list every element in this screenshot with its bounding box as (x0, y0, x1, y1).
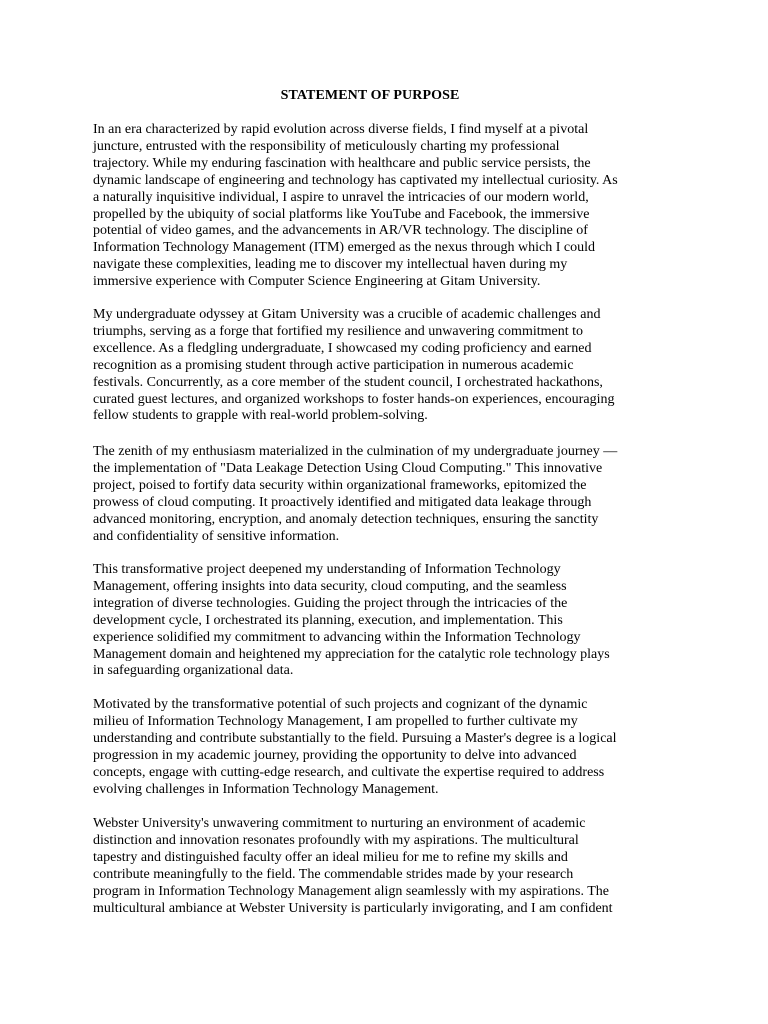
paragraph-line: The zenith of my enthusiasm materialized in the culmination of my undergraduate journey — (93, 444, 618, 459)
paragraph-line: understanding and contribute substantially to the field. Pursuing a Master's degree is a logical (93, 730, 617, 746)
paragraph-line: the implementation of "Data Leakage Detection Using Cloud Computing." This innovative (93, 460, 603, 476)
paragraph-line: My undergraduate odyssey at Gitam University was a crucible of academic challenges and (93, 307, 601, 322)
paragraph-undergraduate (93, 307, 683, 425)
paragraph-line: propelled by the ubiquity of social platforms like YouTube and Facebook, the immersive (93, 206, 590, 222)
paragraph-line: In an era characterized by rapid evolution across diverse fields, I find myself at a pivotal (93, 122, 589, 137)
paragraph-line: potential of video games, and the advancements in AR/VR technology. The discipline of (93, 223, 588, 239)
paragraph-line: concepts, engage with cutting-edge research, and cultivate the expertise required to address (93, 764, 605, 780)
paragraph-transformative (93, 562, 683, 680)
paragraph-line: navigate these complexities, leading me to discover my intellectual haven during my (93, 257, 568, 273)
paragraph-line: recognition as a promising student through active participation in numerous academic (93, 357, 574, 373)
paragraph-line: fellow students to grapple with real-world problem-solving. (93, 408, 428, 424)
paragraph-line: Webster University's unwavering commitment to nurturing an environment of academic (93, 816, 586, 831)
paragraph-line: prowess of cloud computing. It proactively identified and mitigated data leakage through (93, 494, 592, 510)
paragraph-line: trajectory. While my enduring fascination with healthcare and public service persists, the (93, 155, 591, 171)
paragraph-line: juncture, entrusted with the responsibility of meticulously charting my professional (93, 138, 560, 154)
paragraph-line: dynamic landscape of engineering and technology has captivated my intellectual curiosity. As (93, 172, 618, 188)
paragraph-line: contribute meaningfully to the field. The commendable strides made by your research (93, 866, 574, 882)
paragraph-line: progression in my academic journey, providing the opportunity to delve into advanced (93, 747, 577, 763)
paragraph-intro (93, 122, 683, 291)
paragraph-line: advanced monitoring, encryption, and anomaly detection techniques, ensuring the sanctity (93, 511, 599, 527)
paragraph-line: excellence. As a fledgling undergraduate, I showcased my coding proficiency and earned (93, 340, 592, 356)
paragraph-line: development cycle, I orchestrated its planning, execution, and implementation. This (93, 612, 563, 628)
paragraph-line: triumphs, serving as a forge that fortified my resilience and unwavering commitment to (93, 323, 583, 339)
paragraph-line: in safeguarding organizational data. (93, 663, 294, 679)
paragraph-line: milieu of Information Technology Management, I am propelled to further cultivate my (93, 713, 578, 729)
document-title: STATEMENT OF PURPOSE (280, 88, 460, 103)
paragraph-line: This transformative project deepened my understanding of Information Technology (93, 562, 561, 577)
paragraph-line: Information Technology Management (ITM) emerged as the nexus through which I could (93, 240, 595, 256)
paragraph-webster (93, 816, 683, 917)
paragraph-line: integration of diverse technologies. Guiding the project through the intricacies of the (93, 595, 568, 611)
paragraph-line: Management, offering insights into data security, cloud computing, and the seamless (93, 578, 567, 594)
paragraph-line: immersive experience with Computer Science Engineering at Gitam University. (93, 274, 541, 290)
paragraph-line: program in Information Technology Management align seamlessly with my aspirations. The (93, 883, 610, 899)
paragraph-line: distinction and innovation resonates profoundly with my aspirations. The multicultural (93, 832, 579, 848)
paragraph-line: festivals. Concurrently, as a core member of the student council, I orchestrated hackathons, (93, 374, 603, 390)
paragraph-line: Management domain and heightened my appreciation for the catalytic role technology plays (93, 646, 610, 662)
paragraph-line: experience solidified my commitment to advancing within the Information Technology (93, 629, 581, 645)
paragraph-line: curated guest lectures, and organized workshops to foster hands-on experiences, encouraging (93, 391, 615, 407)
paragraph-line: project, poised to fortify data security within organizational frameworks, epitomized the (93, 477, 587, 493)
paragraph-motivation (93, 697, 683, 798)
paragraph-line: evolving challenges in Information Technology Management. (93, 781, 439, 797)
paragraph-line: a naturally inquisitive individual, I aspire to unravel the intricacies of our modern world, (93, 189, 589, 205)
paragraph-project (93, 444, 683, 545)
paragraph-line: tapestry and distinguished faculty offer an ideal milieu for me to refine my skills and (93, 849, 568, 865)
paragraph-line: multicultural ambiance at Webster University is particularly invigorating, and I am confident (93, 900, 613, 916)
paragraph-line: Motivated by the transformative potential of such projects and cognizant of the dynamic (93, 697, 588, 712)
paragraph-line: and confidentiality of sensitive information. (93, 528, 340, 544)
